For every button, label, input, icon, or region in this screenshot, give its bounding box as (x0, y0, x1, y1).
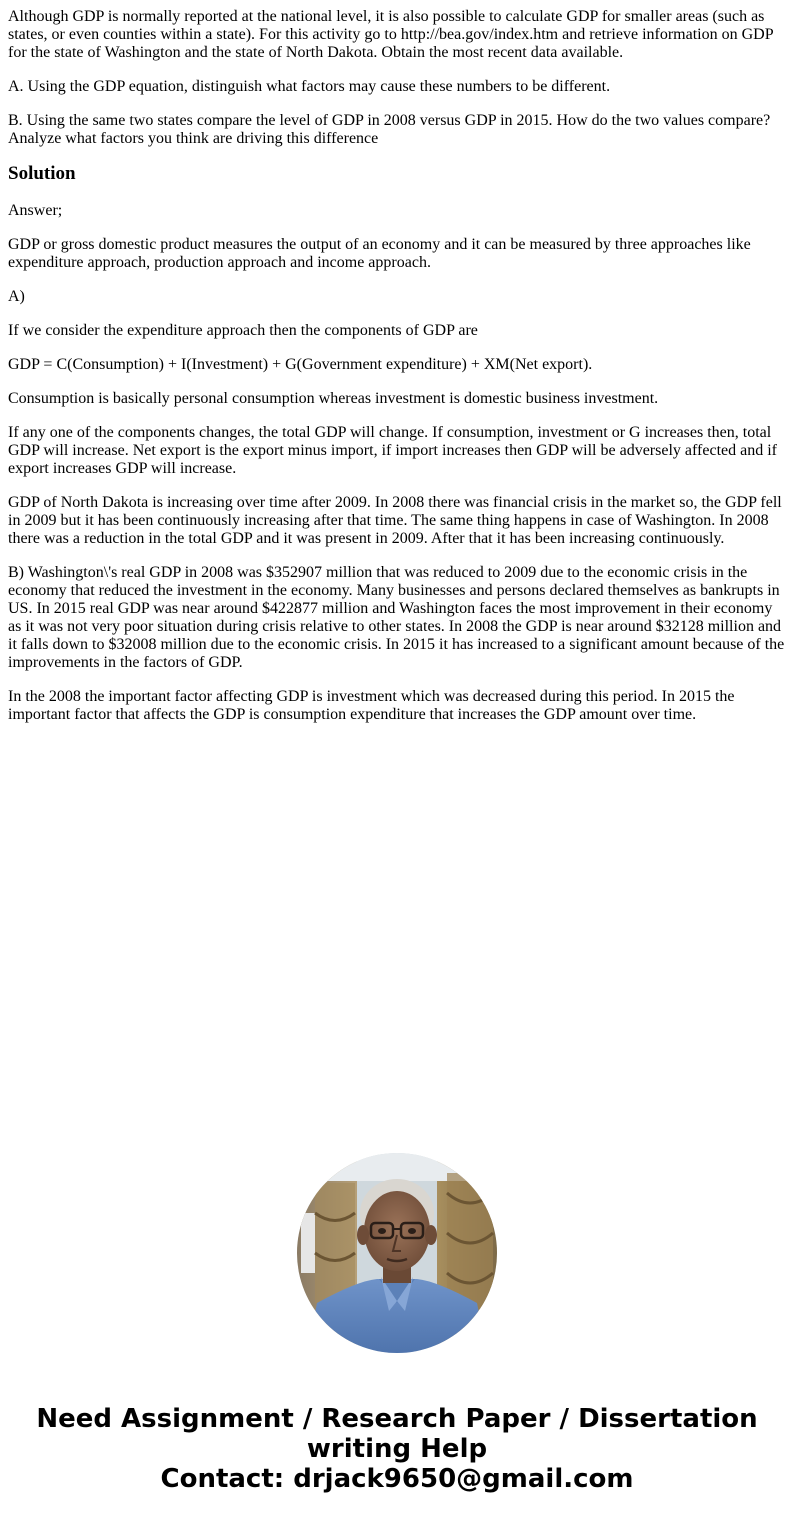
question-part-a: A. Using the GDP equation, distinguish what factors may cause these numbers to be different. (8, 78, 611, 95)
solution-paragraph: If any one of the components changes, the total GDP will change. If consumption, investment or G increases then, total GDP will increase. Net export is the export minus import, if import increases then GDP will be adversely affected and if export increases GDP will increase. (8, 424, 777, 477)
solution-paragraph: In the 2008 the important factor affecting GDP is investment which was decreased during this period. In 2015 the important factor that affects the GDP is consumption expenditure that increases the GDP amount over time. (8, 688, 735, 723)
solution-paragraph: GDP of North Dakota is increasing over time after 2009. In 2008 there was financial crisis in the market so, the GDP fell in 2009 but it has been continuously increasing after that time. The same thing happens in case of Washington. In 2008 there was a reduction in the total GDP and it was present in 2009. After that it has been increasing continuously. (8, 494, 782, 547)
contact-promo (0, 1404, 794, 1494)
promo-line: Need Assignment / Research Paper / Dissertation (36, 1404, 758, 1434)
solution-paragraph: A) (8, 288, 25, 305)
solution-paragraph: B) Washington\'s real GDP in 2008 was $352907 million that was reduced to 2009 due to the economic crisis in the economy that reduced the investment in the economy. Many businesses and persons declared themselves as bankrupts in US. In 2015 real GDP was near around $422877 million and Washington faces the most improvement in their economy as it was not very poor situation during crisis relative to other states. In 2008 the GDP is near around $32128 million and it falls down to $32008 million due to the economic crisis. In 2015 it has increased to a significant amount because of the improvements in the factors of GDP. (8, 564, 785, 671)
solution-paragraph: GDP or gross domestic product measures the output of an economy and it can be measured by three approaches like expenditure approach, production approach and income approach. (8, 236, 751, 271)
author-photo (297, 1153, 497, 1353)
contact-email: Contact: drjack9650@gmail.com (160, 1464, 634, 1494)
solution-paragraph: Consumption is basically personal consumption whereas investment is domestic business investment. (8, 390, 659, 407)
question-part-b: B. Using the same two states compare the level of GDP in 2008 versus GDP in 2015. How do the two values compare? Analyze what factors you think are driving this difference (8, 112, 771, 147)
author-portrait-icon (297, 1153, 497, 1353)
solution-paragraph: Answer; (8, 202, 63, 219)
solution-paragraph: If we consider the expenditure approach then the components of GDP are (8, 322, 478, 339)
question-intro: Although GDP is normally reported at the national level, it is also possible to calculate GDP for smaller areas (such as states, or even counties within a state). For this activity go to http://bea.gov/index.htm and retrieve information on GDP for the state of Washington and the state of North Dakota. Obtain the most recent data available. (8, 8, 774, 61)
gdp-equation: GDP = C(Consumption) + I(Investment) + G(Government expenditure) + XM(Net export). (8, 356, 593, 373)
solution-heading: Solution (8, 163, 76, 184)
promo-line: writing Help (306, 1434, 488, 1464)
document-body (8, 8, 786, 740)
